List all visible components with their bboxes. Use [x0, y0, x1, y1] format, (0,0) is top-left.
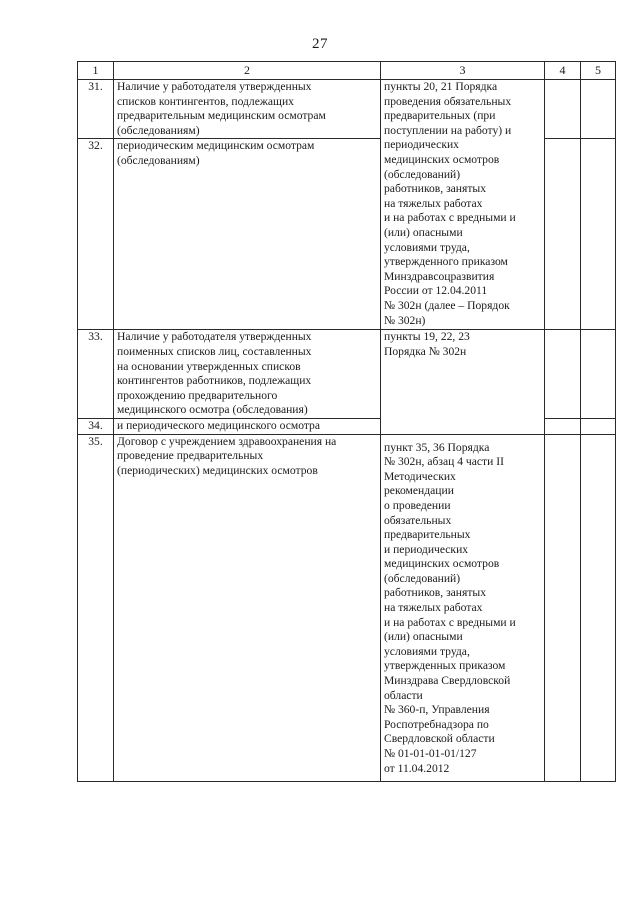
- row-number: 33.: [78, 330, 114, 419]
- empty-cell-col-5: [581, 80, 616, 139]
- row-number: 32.: [78, 139, 114, 330]
- row-number: 31.: [78, 80, 114, 139]
- requirement-text: Договор с учреждением здравоохранения на проведение предварительных (периодических) медицинских осмотров: [117, 434, 337, 477]
- header-col-2: 2: [114, 62, 381, 80]
- requirement-text: периодическим медицинским осмотрам (обследованиям): [117, 139, 315, 167]
- empty-cell-col-4: [545, 330, 581, 419]
- requirement-text: и периодического медицинского осмотра: [117, 418, 320, 432]
- reference-cell: [381, 434, 545, 781]
- requirement-cell: [114, 330, 381, 419]
- header-col-1: 1: [78, 62, 114, 80]
- requirement-cell: [114, 139, 381, 330]
- header-col-4: 4: [545, 62, 581, 80]
- table-row: [78, 330, 616, 419]
- requirement-text: Наличие у работодателя утвержденных списков контингентов, подлежащих предварительным медицинским осмотрам (обследованиям): [117, 80, 326, 137]
- reference-cell: [381, 330, 545, 434]
- empty-cell-col-5: [581, 330, 616, 419]
- requirement-cell: [114, 418, 381, 434]
- empty-cell-col-5: [581, 139, 616, 330]
- empty-cell-col-5: [581, 418, 616, 434]
- requirement-cell: [114, 434, 381, 781]
- reference-text: пункт 35, 36 Порядка № 302н, абзац 4 части II Методических рекомендации о проведении обязательных предварительных и периодических медицинских осмотров (обследований) работников, занятых на тяжелых работах и на работах с вредными и (или) опасными условиями труда, утвержденных приказом Минздрава Свердловской области № 360-п, Управления Роспотребнадзора по Свердловской области № 01-01-01-01/127 от 11.04.2012: [384, 440, 516, 775]
- reference-text: пункты 20, 21 Порядка проведения обязательных предварительных (при поступлении на работу) и периодических медицинских осмотров (обследований) работников, занятых на тяжелых работах и на работах с вредными и (или) опасными условиями труда, утвержденного приказом Минздравсоцразвития России от 12.04.2011 № 302н (далее – Порядок № 302н): [384, 80, 516, 327]
- empty-cell-col-4: [545, 434, 581, 781]
- table-row: [78, 80, 616, 139]
- empty-cell-col-4: [545, 80, 581, 139]
- reference-cell: [381, 80, 545, 330]
- row-number: 34.: [78, 418, 114, 434]
- checklist-table: [77, 61, 616, 782]
- row-number: 35.: [78, 434, 114, 781]
- requirement-text: Наличие у работодателя утвержденных поименных списков лиц, составленных на основании утвержденных списков контингентов работников, подлежащих прохождению предварительного медицинского осмотра (обследования): [117, 330, 312, 417]
- table-header-row: [78, 62, 616, 80]
- header-col-3: 3: [381, 62, 545, 80]
- empty-cell-col-4: [545, 418, 581, 434]
- table-row: [78, 434, 616, 781]
- page-number: 27: [312, 36, 328, 52]
- reference-text: пункты 19, 22, 23 Порядка № 302н: [384, 330, 470, 358]
- requirement-cell: [114, 80, 381, 139]
- empty-cell-col-5: [581, 434, 616, 781]
- empty-cell-col-4: [545, 139, 581, 330]
- header-col-5: 5: [581, 62, 616, 80]
